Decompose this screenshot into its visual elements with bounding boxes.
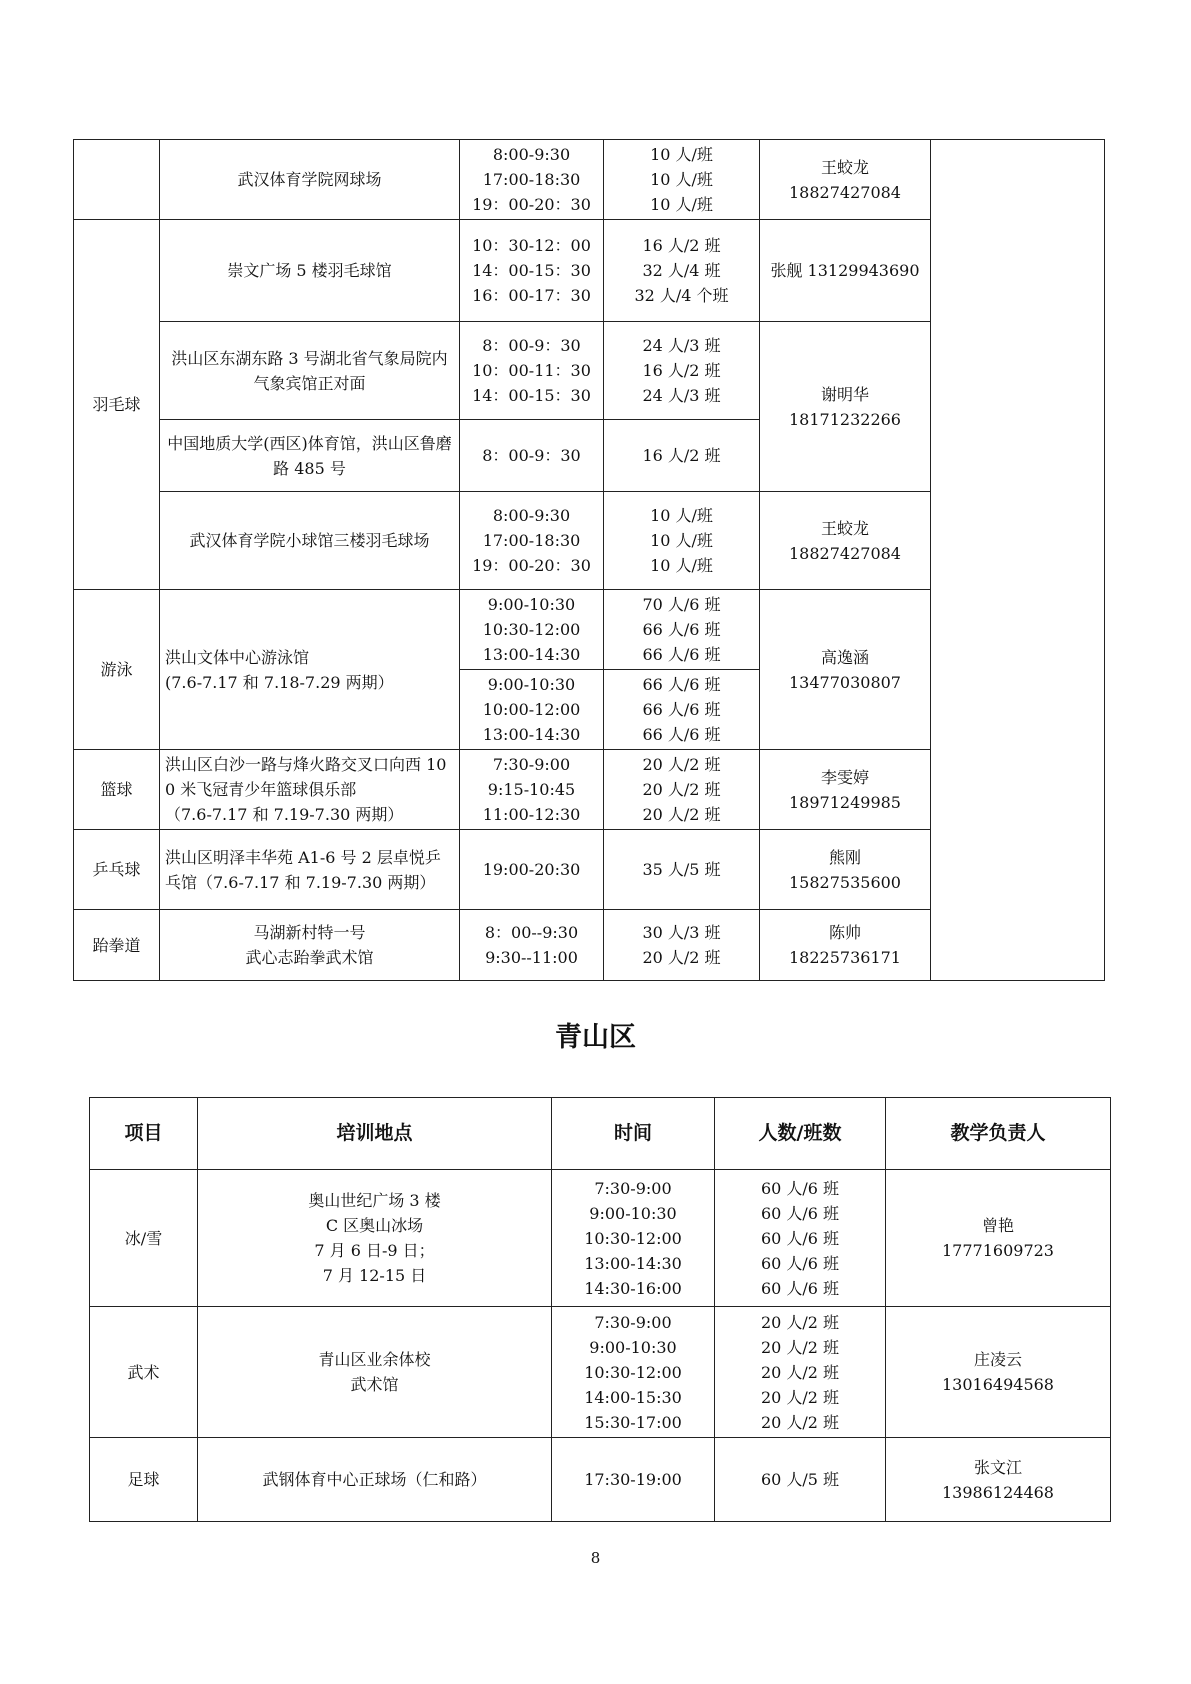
class-cell: 35 人/5 班 <box>604 830 760 910</box>
project-cell: 跆拳道 <box>74 910 160 981</box>
time-cell: 8：00--9:30 9:30--11:00 <box>460 910 604 981</box>
class-cell: 30 人/3 班 20 人/2 班 <box>604 910 760 981</box>
class-cell: 24 人/3 班 16 人/2 班 24 人/3 班 <box>604 322 760 420</box>
class-cell: 20 人/2 班 20 人/2 班 20 人/2 班 <box>604 750 760 830</box>
qingshan-schedule-table <box>89 1097 1111 1522</box>
header-row <box>90 1098 1111 1170</box>
contact-cell: 王蛟龙 18827427084 <box>760 140 931 220</box>
header-classes: 人数/班数 <box>715 1098 886 1170</box>
blank-cell <box>931 140 1105 981</box>
location-cell: 奥山世纪广场 3 楼 C 区奥山冰场 7 月 6 日-9 日； 7 月 12-15 日 <box>198 1170 552 1307</box>
table-row <box>90 1438 1111 1522</box>
location-cell: 中国地质大学(西区)体育馆，洪山区鲁磨路 485 号 <box>160 420 460 492</box>
class-cell: 60 人/6 班 60 人/6 班 60 人/6 班 60 人/6 班 60 人/6 班 <box>715 1170 886 1307</box>
project-cell: 冰/雪 <box>90 1170 198 1307</box>
location-cell: 崇文广场 5 楼羽毛球馆 <box>160 220 460 322</box>
header-project: 项目 <box>90 1098 198 1170</box>
contact-cell: 王蛟龙 18827427084 <box>760 492 931 590</box>
header-time: 时间 <box>552 1098 715 1170</box>
project-cell: 游泳 <box>74 590 160 750</box>
location-cell: 洪山区明泽丰华苑 A1-6 号 2 层卓悦乒乓馆（7.6-7.17 和 7.19-7.30 两期） <box>160 830 460 910</box>
time-cell: 7:30-9:00 9:00-10:30 10:30-12:00 14:00-15:30 15:30-17:00 <box>552 1307 715 1438</box>
header-location: 培训地点 <box>198 1098 552 1170</box>
contact-cell: 谢明华 18171232266 <box>760 322 931 492</box>
project-cell: 武术 <box>90 1307 198 1438</box>
class-cell: 10 人/班 10 人/班 10 人/班 <box>604 140 760 220</box>
class-cell: 70 人/6 班 66 人/6 班 66 人/6 班 <box>604 590 760 670</box>
project-cell: 篮球 <box>74 750 160 830</box>
class-cell: 10 人/班 10 人/班 10 人/班 <box>604 492 760 590</box>
time-cell: 7:30-9:00 9:15-10:45 11:00-12:30 <box>460 750 604 830</box>
location-cell: 洪山区东湖东路 3 号湖北省气象局院内气象宾馆正对面 <box>160 322 460 420</box>
contact-cell: 张文江 13986124468 <box>886 1438 1111 1522</box>
project-cell: 羽毛球 <box>74 220 160 590</box>
location-cell: 武汉体育学院小球馆三楼羽毛球场 <box>160 492 460 590</box>
contact-cell: 张舰 13129943690 <box>760 220 931 322</box>
class-cell: 16 人/2 班 32 人/4 班 32 人/4 个班 <box>604 220 760 322</box>
location-cell: 青山区业余体校 武术馆 <box>198 1307 552 1438</box>
time-cell: 17:30-19:00 <box>552 1438 715 1522</box>
time-cell: 8：00-9：30 10：00-11：30 14：00-15：30 <box>460 322 604 420</box>
header-contact: 教学负责人 <box>886 1098 1111 1170</box>
hongshan-schedule-table <box>73 139 1105 981</box>
table-row <box>90 1170 1111 1307</box>
class-cell: 16 人/2 班 <box>604 420 760 492</box>
table-row <box>74 140 1105 220</box>
time-cell: 7:30-9:00 9:00-10:30 10:30-12:00 13:00-14:30 14:30-16:00 <box>552 1170 715 1307</box>
location-cell: 马湖新村特一号 武心志跆拳武术馆 <box>160 910 460 981</box>
contact-cell: 熊刚 15827535600 <box>760 830 931 910</box>
time-cell: 8:00-9:30 17:00-18:30 19：00-20：30 <box>460 492 604 590</box>
time-cell: 8：00-9：30 <box>460 420 604 492</box>
class-cell: 60 人/5 班 <box>715 1438 886 1522</box>
page-number: 8 <box>590 1549 601 1567</box>
time-cell: 8:00-9:30 17:00-18:30 19：00-20：30 <box>460 140 604 220</box>
time-cell: 9:00-10:30 10:00-12:00 13:00-14:30 <box>460 670 604 750</box>
location-cell: 洪山文体中心游泳馆 (7.6-7.17 和 7.18-7.29 两期） <box>160 590 460 750</box>
location-cell: 武钢体育中心正球场（仁和路） <box>198 1438 552 1522</box>
time-cell: 19:00-20:30 <box>460 830 604 910</box>
contact-cell: 陈帅 18225736171 <box>760 910 931 981</box>
time-cell: 9:00-10:30 10:30-12:00 13:00-14:30 <box>460 590 604 670</box>
project-cell: 足球 <box>90 1438 198 1522</box>
contact-cell: 李雯婷 18971249985 <box>760 750 931 830</box>
time-cell: 10：30-12：00 14：00-15：30 16：00-17：30 <box>460 220 604 322</box>
contact-cell: 曾艳 17771609723 <box>886 1170 1111 1307</box>
contact-cell: 高逸涵 13477030807 <box>760 590 931 750</box>
contact-cell: 庄凌云 13016494568 <box>886 1307 1111 1438</box>
table-row <box>90 1307 1111 1438</box>
class-cell: 66 人/6 班 66 人/6 班 66 人/6 班 <box>604 670 760 750</box>
section-title: 青山区 <box>555 1022 636 1053</box>
class-cell: 20 人/2 班 20 人/2 班 20 人/2 班 20 人/2 班 20 人/2 班 <box>715 1307 886 1438</box>
location-cell: 洪山区白沙一路与烽火路交叉口向西 100 米飞冠青少年篮球俱乐部 （7.6-7.17 和 7.19-7.30 两期） <box>160 750 460 830</box>
location-cell: 武汉体育学院网球场 <box>160 140 460 220</box>
project-cell <box>74 140 160 220</box>
project-cell: 乒乓球 <box>74 830 160 910</box>
